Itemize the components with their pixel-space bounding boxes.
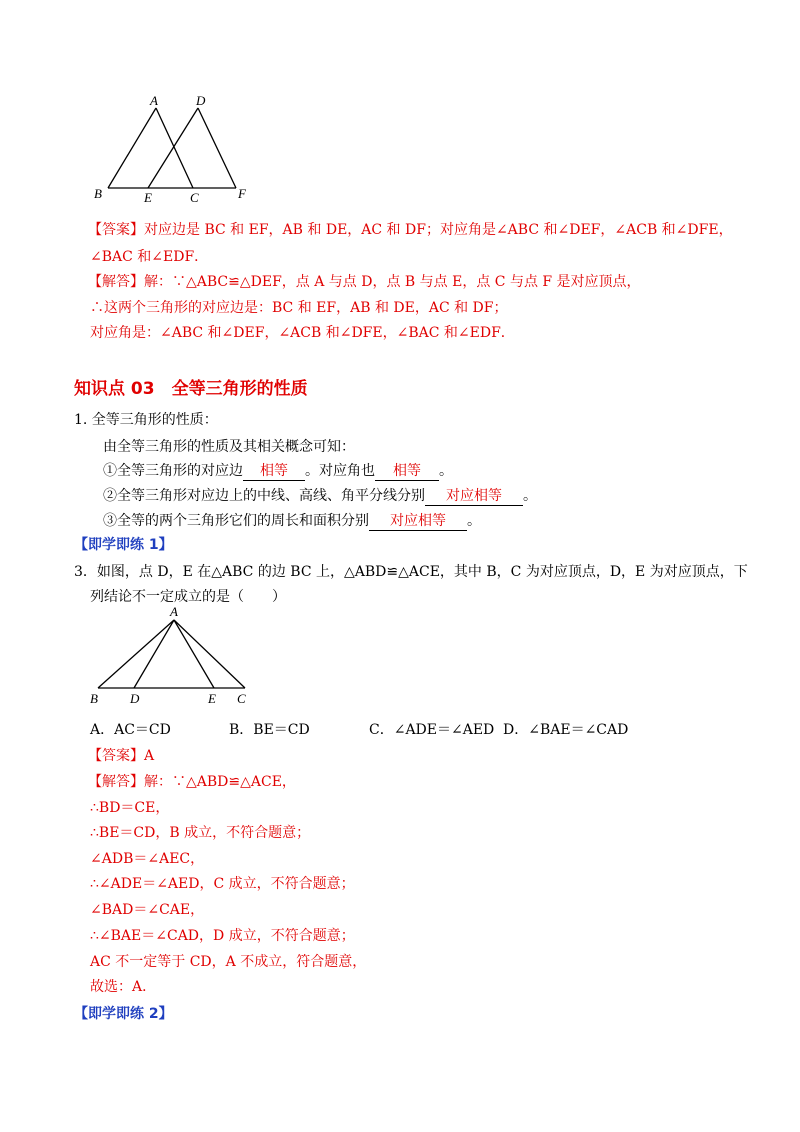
label-A: A [150, 93, 158, 108]
solution-line-4: ∠ADB＝∠AEC， [90, 851, 205, 867]
label2-C: C [237, 691, 246, 706]
solution-line-6: ∠BAD＝∠CAE， [90, 902, 205, 918]
property-3 [103, 510, 481, 531]
property-1-text-c: 。 [439, 463, 453, 479]
question-line2: 列结论不一定成立的是（ ） [90, 589, 286, 605]
label-F: F [238, 186, 246, 201]
label-E: E [144, 190, 152, 205]
solution-line-1: 【解答】解：∵△ABD≌△ACE， [88, 774, 296, 790]
option-a: A．AC＝CD [90, 722, 171, 738]
property-1-text-a: ①全等三角形的对应边 [103, 463, 243, 479]
property-1-text-b: 。对应角也 [305, 463, 375, 479]
property-1 [103, 460, 453, 481]
solution-line-9: 故选：A． [90, 979, 157, 995]
property-2 [103, 485, 537, 506]
answer1-line2: ∠BAC 和∠EDF． [90, 249, 209, 265]
label2-D: D [130, 691, 140, 706]
figure-triangles-abc-def [90, 92, 260, 210]
section-item-title: 1. 全等三角形的性质： [74, 412, 218, 428]
option-c: C．∠ADE＝∠AED [369, 722, 495, 738]
property-3-text-a: ③全等的两个三角形它们的周长和面积分别 [103, 513, 369, 529]
section-intro: 由全等三角形的性质及其相关概念可知： [103, 439, 355, 455]
figure-triangle-abc-de [88, 604, 258, 708]
property-2-text-a: ②全等三角形对应边上的中线、高线、角平分线分别 [103, 488, 425, 504]
solution-line-8: AC 不一定等于 CD，A 不成立，符合题意， [90, 954, 367, 970]
property-1-blank-2: 相等 [375, 460, 439, 481]
label-B: B [94, 186, 102, 201]
property-1-blank-1: 相等 [243, 460, 305, 481]
property-3-blank: 对应相等 [369, 510, 467, 531]
solution-line-3: ∴BE＝CD，B 成立，不符合题意； [90, 825, 311, 841]
answer1-line4: ∴这两个三角形的对应边是：BC 和 EF，AB 和 DE，AC 和 DF； [90, 300, 508, 316]
practice2-tag: 【即学即练 2】 [74, 1006, 173, 1022]
answer1-line5: 对应角是：∠ABC 和∠DEF，∠ACB 和∠DFE，∠BAC 和∠EDF． [90, 325, 515, 341]
label-D: D [196, 93, 206, 108]
property-2-blank: 对应相等 [425, 485, 523, 506]
practice1-tag: 【即学即练 1】 [74, 537, 173, 553]
section-heading: 知识点 03 全等三角形的性质 [74, 379, 308, 399]
label2-A: A [170, 604, 178, 619]
answer2: 【答案】A [88, 748, 155, 764]
answer1-line1: 【答案】对应边是 BC 和 EF，AB 和 DE，AC 和 DF；对应角是∠ABC 和∠DEF，∠ACB 和∠DFE， [88, 222, 733, 238]
property-2-text-c: 。 [523, 488, 537, 504]
label2-B: B [90, 691, 98, 706]
option-d: D．∠BAE＝∠CAD [503, 722, 629, 738]
label2-E: E [208, 691, 216, 706]
option-b: B．BE＝CD [229, 722, 310, 738]
question-line1: 3．如图，点 D，E 在△ABC 的边 BC 上，△ABD≌△ACE，其中 B，C 为对应顶点，D，E 为对应顶点，下 [74, 564, 748, 580]
label-C: C [190, 190, 199, 205]
solution-line-7: ∴∠BAE＝∠CAD，D 成立，不符合题意； [90, 928, 355, 944]
solution-line-5: ∴∠ADE＝∠AED，C 成立，不符合题意； [90, 876, 355, 892]
answer1-line3: 【解答】解：∵△ABC≌△DEF，点 A 与点 D，点 B 与点 E，点 C 与点 F 是对应顶点， [88, 274, 641, 290]
solution-line-2: ∴BD＝CE， [90, 800, 170, 816]
property-3-text-c: 。 [467, 513, 481, 529]
